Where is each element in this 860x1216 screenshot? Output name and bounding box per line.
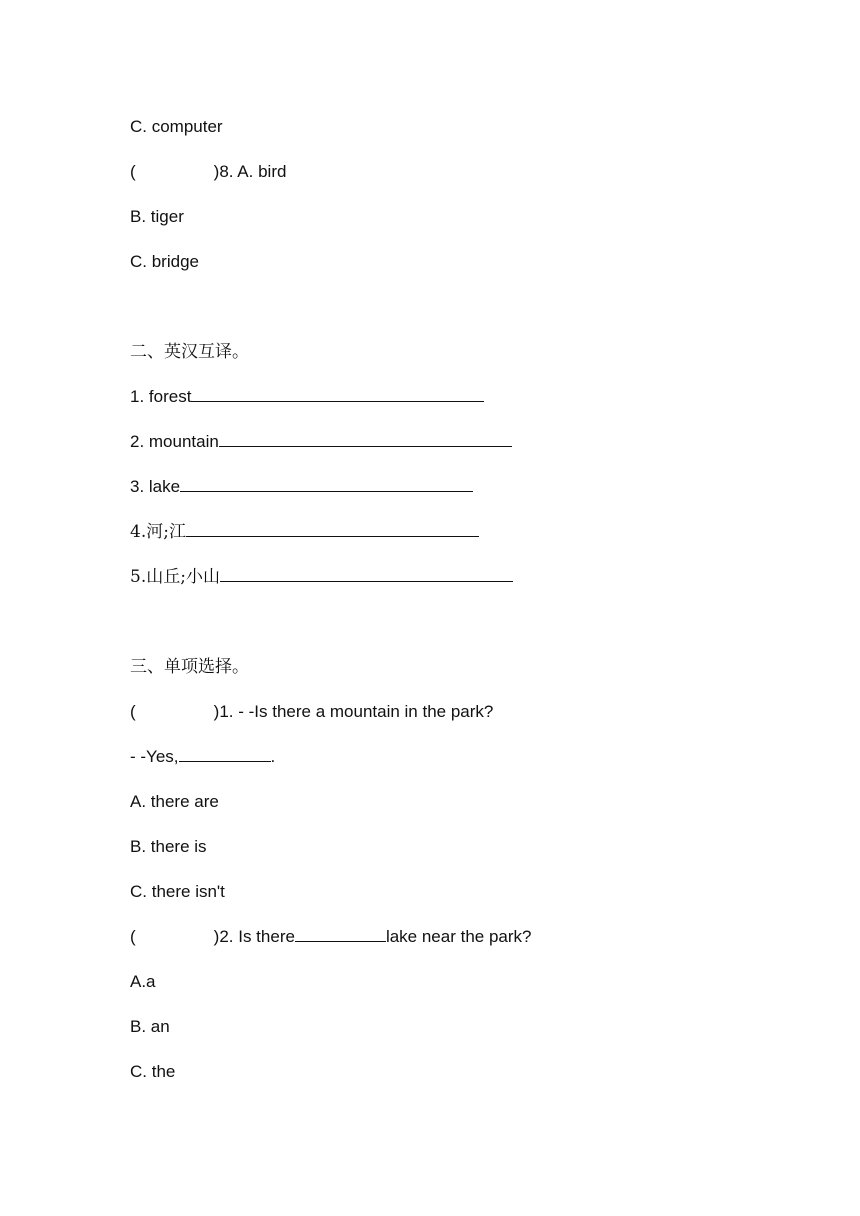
mc-q1-option-a: A. there are	[130, 792, 219, 811]
mc-q1-stem: )1. - -Is there a mountain in the park?	[213, 702, 494, 721]
translation-item-4-text: 4.河;江	[130, 522, 186, 542]
translation-item-4	[130, 521, 479, 543]
translation-blank-1[interactable]	[191, 386, 484, 402]
q8-stem: )8. A. bird	[213, 162, 287, 181]
mc-q1-option-c: C. there isn't	[130, 882, 225, 901]
mc-q1-reply-suffix: .	[270, 747, 276, 766]
translation-item-1-text: 1. forest	[130, 387, 192, 406]
mc-q1-question	[130, 701, 493, 723]
translation-blank-3[interactable]	[180, 476, 473, 492]
section-2-heading: 二、英汉互译。	[130, 342, 249, 362]
mc-q2-paren-open: (	[130, 927, 136, 946]
mc-q1-option-b: B. there is	[130, 837, 207, 856]
mc-q2-blank[interactable]	[295, 926, 386, 942]
translation-item-3	[130, 476, 473, 498]
q8-paren-open: (	[130, 162, 136, 181]
mc-q2-option-a: A.a	[130, 972, 156, 991]
translation-item-5	[130, 566, 513, 588]
section-3-heading: 三、单项选择。	[130, 657, 249, 677]
mc-q1-reply	[130, 746, 275, 768]
translation-blank-5[interactable]	[220, 566, 513, 582]
mc-q2-stem-after: lake near the park?	[385, 927, 532, 946]
mc-q1-reply-blank[interactable]	[179, 746, 271, 762]
q8-question	[130, 161, 286, 183]
mc-q2-option-c: C. the	[130, 1062, 176, 1081]
translation-item-2	[130, 431, 512, 453]
translation-item-5-text: 5.山丘;小山	[130, 567, 220, 587]
mc-q2-question	[130, 926, 531, 948]
translation-item-3-text: 3. lake	[130, 477, 181, 496]
q8-option-b: B. tiger	[130, 207, 184, 226]
translation-item-2-text: 2. mountain	[130, 432, 219, 451]
mc-q2-stem-before: )2. Is there	[213, 927, 295, 946]
translation-blank-4[interactable]	[186, 521, 479, 537]
mc-q1-paren-open: (	[130, 702, 136, 721]
translation-item-1	[130, 386, 484, 408]
translation-blank-2[interactable]	[219, 431, 512, 447]
mc-q1-reply-prefix: - -Yes,	[130, 747, 179, 766]
q7-option-c: C. computer	[130, 117, 223, 136]
q8-option-c: C. bridge	[130, 252, 199, 271]
mc-q2-option-b: B. an	[130, 1017, 170, 1036]
